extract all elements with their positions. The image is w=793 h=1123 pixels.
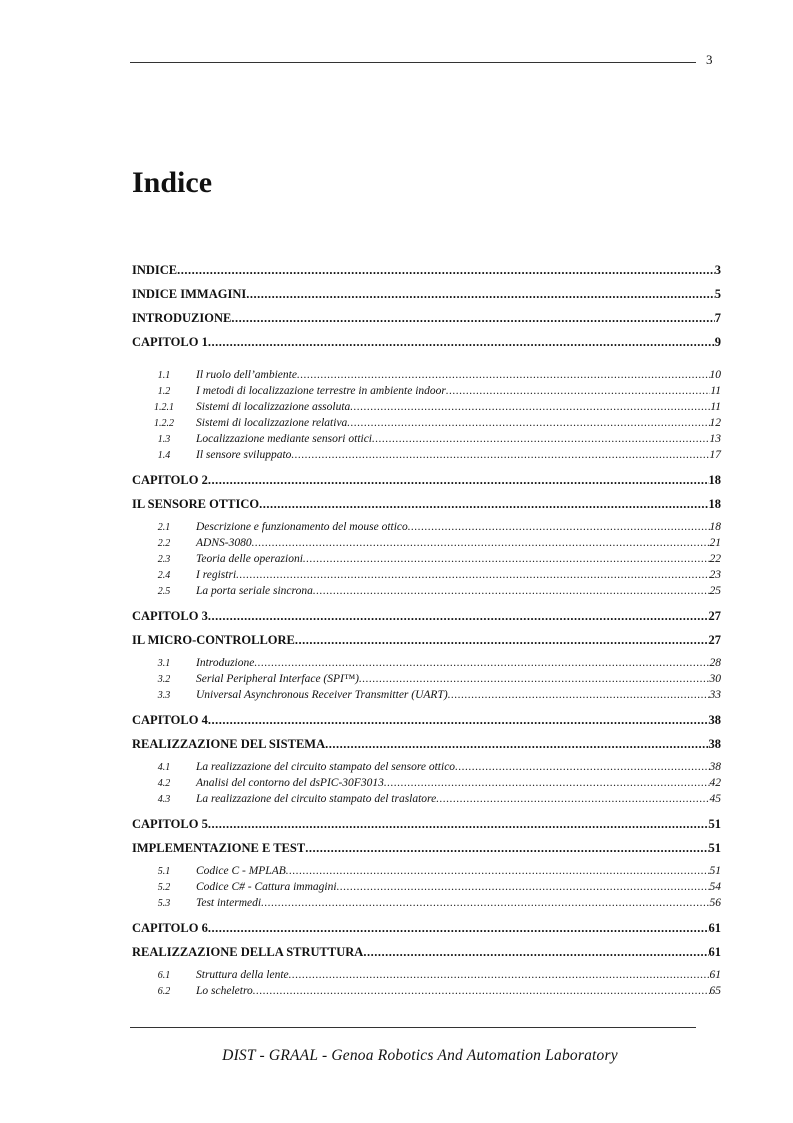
toc-entry-title: La porta seriale sincrona (196, 585, 313, 597)
toc-entry (132, 521, 721, 533)
toc-entry (132, 945, 721, 960)
toc-entry (132, 985, 721, 997)
header-rule (130, 62, 696, 63)
toc-entry-number: 3.1 (157, 658, 171, 669)
toc-leader-dots (305, 841, 708, 856)
toc-leader-dots (446, 385, 710, 397)
toc-entry-title: Sistemi di localizzazione assoluta (196, 401, 351, 413)
toc-entry-title: CAPITOLO 3 (132, 609, 208, 623)
toc-entry-number: 1.2 (157, 386, 171, 397)
toc-entry-title: REALIZZAZIONE DELLA STRUTTURA (132, 945, 364, 959)
toc-entry-title: CAPITOLO 2 (132, 473, 208, 487)
toc-entry (132, 793, 721, 805)
toc-leader-dots (208, 473, 709, 488)
toc-leader-dots (291, 449, 709, 461)
toc-entry-title: ADNS-3080 (196, 537, 252, 549)
toc-leader-dots (303, 553, 710, 565)
toc-entry-page: 56 (709, 897, 721, 909)
toc-entry-page: 23 (709, 569, 721, 581)
toc-leader-dots (325, 737, 708, 752)
toc-entry (132, 401, 721, 413)
toc-leader-dots (252, 537, 710, 549)
toc-entry-title: INDICE (132, 263, 178, 277)
toc-entry-number: 2.2 (157, 538, 171, 549)
toc-leader-dots (261, 897, 709, 909)
toc-entry-page: 38 (709, 761, 721, 773)
toc-entry (132, 777, 721, 789)
toc-entry-page: 61 (708, 945, 721, 959)
toc-entry (132, 311, 721, 326)
toc-leader-dots (208, 713, 709, 728)
toc-entry (132, 713, 721, 728)
toc-leader-dots (208, 817, 709, 832)
toc-entry-title: Il ruolo dell’ambiente (196, 369, 297, 381)
toc-leader-dots (236, 569, 709, 581)
toc-entry (132, 449, 721, 461)
toc-entry-title: Analisi del contorno del dsPIC-30F3013 (196, 777, 384, 789)
toc-entry-title: La realizzazione del circuito stampato del traslatore (196, 793, 437, 805)
toc-entry-title: IMPLEMENTAZIONE E TEST (132, 841, 306, 855)
toc-entry-page: 17 (709, 449, 721, 461)
toc-entry (132, 569, 721, 581)
toc-entry (132, 473, 721, 488)
toc-leader-dots (297, 369, 710, 381)
toc-entry (132, 385, 721, 397)
toc-leader-dots (363, 945, 708, 960)
toc-leader-dots (347, 417, 709, 429)
toc-entry (132, 433, 721, 445)
toc-leader-dots (448, 689, 710, 701)
toc-entry-title: Test intermedi (196, 897, 262, 909)
toc-entry-title: INTRODUZIONE (132, 311, 232, 325)
toc-entry (132, 817, 721, 832)
toc-entry-page: 11 (710, 385, 721, 397)
toc-entry-page: 27 (708, 633, 721, 647)
toc-leader-dots (455, 761, 709, 773)
toc-leader-dots (337, 881, 710, 893)
toc-entry-title: Sistemi di localizzazione relativa (196, 417, 348, 429)
toc-entry (132, 865, 721, 877)
page-title: Indice (132, 166, 213, 199)
toc-entry-title: CAPITOLO 6 (132, 921, 208, 935)
page-footer: DIST - GRAAL - Genoa Robotics And Automation Laboratory (222, 1047, 618, 1064)
toc-entry-title: Il sensore sviluppato (196, 449, 292, 461)
toc-entry-page: 11 (710, 401, 721, 413)
toc-entry (132, 287, 721, 302)
toc-entry-page: 9 (714, 335, 721, 349)
toc-entry-title: CAPITOLO 1 (132, 335, 208, 349)
toc-entry-title: La realizzazione del circuito stampato del sensore ottico (196, 761, 456, 773)
toc-leader-dots (295, 633, 709, 648)
toc-entry-page: 38 (708, 737, 721, 751)
toc-entry-title: INDICE IMMAGINI (132, 287, 247, 301)
toc-entry-title: Lo scheletro (196, 985, 253, 997)
toc-entry-page: 33 (709, 689, 721, 701)
toc-entry (132, 737, 721, 752)
toc-entry-number: 2.5 (157, 586, 171, 597)
toc-entry-page: 18 (708, 473, 721, 487)
toc-entry-page: 3 (714, 263, 721, 277)
toc-entry-number: 4.3 (157, 794, 171, 805)
toc-entry-page: 42 (709, 777, 721, 789)
toc-entry-number: 1.3 (157, 434, 171, 445)
toc-entry (132, 609, 721, 624)
toc-entry-page: 18 (708, 497, 721, 511)
toc-entry-page: 5 (714, 287, 721, 301)
toc-entry-title: IL SENSORE OTTICO (132, 497, 260, 511)
toc-leader-dots (436, 793, 709, 805)
toc-entry-title: Struttura della lente (196, 969, 289, 981)
toc-leader-dots (208, 609, 709, 624)
toc-entry (132, 335, 721, 350)
toc-leader-dots (313, 585, 710, 597)
toc-entry (132, 585, 721, 597)
toc-entry (132, 881, 721, 893)
toc-entry (132, 657, 721, 669)
toc-entry (132, 417, 721, 429)
toc-leader-dots (177, 263, 715, 278)
toc-entry (132, 897, 721, 909)
toc-entry-page: 27 (708, 609, 721, 623)
toc-entry (132, 673, 721, 685)
toc-entry-number: 4.2 (157, 778, 171, 789)
toc-leader-dots (254, 657, 709, 669)
toc-entry-page: 28 (709, 657, 721, 669)
toc-entry-number: 4.1 (157, 762, 171, 773)
toc-entry-page: 7 (714, 311, 721, 325)
toc-leader-dots (208, 335, 715, 350)
toc-entry (132, 497, 721, 512)
toc-entry-title: I registri (196, 569, 237, 581)
toc-entry-page: 21 (709, 537, 721, 549)
toc-entry-number: 1.2.1 (154, 402, 174, 413)
toc-entry-page: 65 (709, 985, 721, 997)
toc-entry-page: 61 (708, 921, 721, 935)
toc-leader-dots (231, 311, 714, 326)
toc-leader-dots (208, 921, 709, 936)
toc-entry-title: I metodi di localizzazione terrestre in ambiente indoor (196, 385, 446, 397)
toc-entry-title: Codice C# - Cattura immagini (196, 881, 337, 893)
toc-leader-dots (372, 433, 709, 445)
toc-entry-title: Introduzione (196, 657, 255, 669)
toc-leader-dots (408, 521, 710, 533)
toc-entry-title: CAPITOLO 5 (132, 817, 208, 831)
toc-entry-page: 61 (709, 969, 721, 981)
toc-entry-number: 6.2 (157, 986, 171, 997)
toc-entry (132, 689, 721, 701)
toc-leader-dots (286, 865, 710, 877)
toc-entry-title: REALIZZAZIONE DEL SISTEMA (132, 737, 326, 751)
toc-leader-dots (359, 673, 710, 685)
toc-entry-title: Descrizione e funzionamento del mouse ottico (196, 521, 408, 533)
toc-entry (132, 761, 721, 773)
toc-leader-dots (259, 497, 708, 512)
toc-entry-number: 2.4 (157, 570, 171, 581)
toc-entry-number: 2.3 (157, 554, 171, 565)
toc-entry-number: 5.1 (157, 866, 171, 877)
toc-entry-page: 30 (709, 673, 721, 685)
toc-entry-page: 10 (709, 369, 721, 381)
toc-entry-title: Serial Peripheral Interface (SPI™) (196, 673, 359, 685)
toc-entry-number: 2.1 (157, 522, 171, 533)
toc-entry (132, 921, 721, 936)
toc-leader-dots (384, 777, 710, 789)
toc-entry-number: 6.1 (157, 970, 171, 981)
toc-entry-page: 25 (709, 585, 721, 597)
toc-entry-title: Localizzazione mediante sensori ottici (196, 433, 373, 445)
toc-entry-number: 1.4 (157, 450, 171, 461)
toc-entry-page: 12 (709, 417, 721, 429)
toc-entry-number: 3.3 (157, 690, 171, 701)
toc-entry-title: Codice C - MPLAB (196, 865, 286, 877)
toc-entry-page: 22 (709, 553, 721, 565)
toc-entry-number: 1.2.2 (154, 418, 174, 429)
toc-entry (132, 969, 721, 981)
toc-entry-number: 1.1 (157, 370, 171, 381)
toc-entry (132, 263, 721, 278)
toc-entry-page: 18 (709, 521, 721, 533)
toc-entry-number: 5.2 (157, 882, 171, 893)
page-number: 3 (706, 52, 713, 67)
toc-entry (132, 553, 721, 565)
toc-leader-dots (246, 287, 715, 302)
toc-entry-page: 51 (709, 865, 721, 877)
toc-leader-dots (253, 985, 710, 997)
toc-entry-page: 54 (709, 881, 721, 893)
toc-entry-page: 38 (708, 713, 721, 727)
toc-leader-dots (350, 401, 710, 413)
toc-entry (132, 841, 721, 856)
toc-entry-title: CAPITOLO 4 (132, 713, 208, 727)
toc-entry-page: 51 (708, 817, 721, 831)
toc-entry-title: Universal Asynchronous Receiver Transmitter (UART) (196, 689, 448, 701)
toc-entry-title: IL MICRO-CONTROLLORE (132, 633, 295, 647)
toc-entry (132, 537, 721, 549)
toc-entry (132, 369, 721, 381)
toc-entry (132, 633, 721, 648)
toc-entry-number: 5.3 (157, 898, 171, 909)
toc-entry-page: 13 (709, 433, 721, 445)
footer-rule (130, 1027, 696, 1028)
toc-leader-dots (289, 969, 710, 981)
toc-entry-page: 51 (708, 841, 721, 855)
toc-entry-title: Teoria delle operazioni (196, 553, 303, 565)
toc-entry-number: 3.2 (157, 674, 171, 685)
toc-entry-page: 45 (709, 793, 721, 805)
